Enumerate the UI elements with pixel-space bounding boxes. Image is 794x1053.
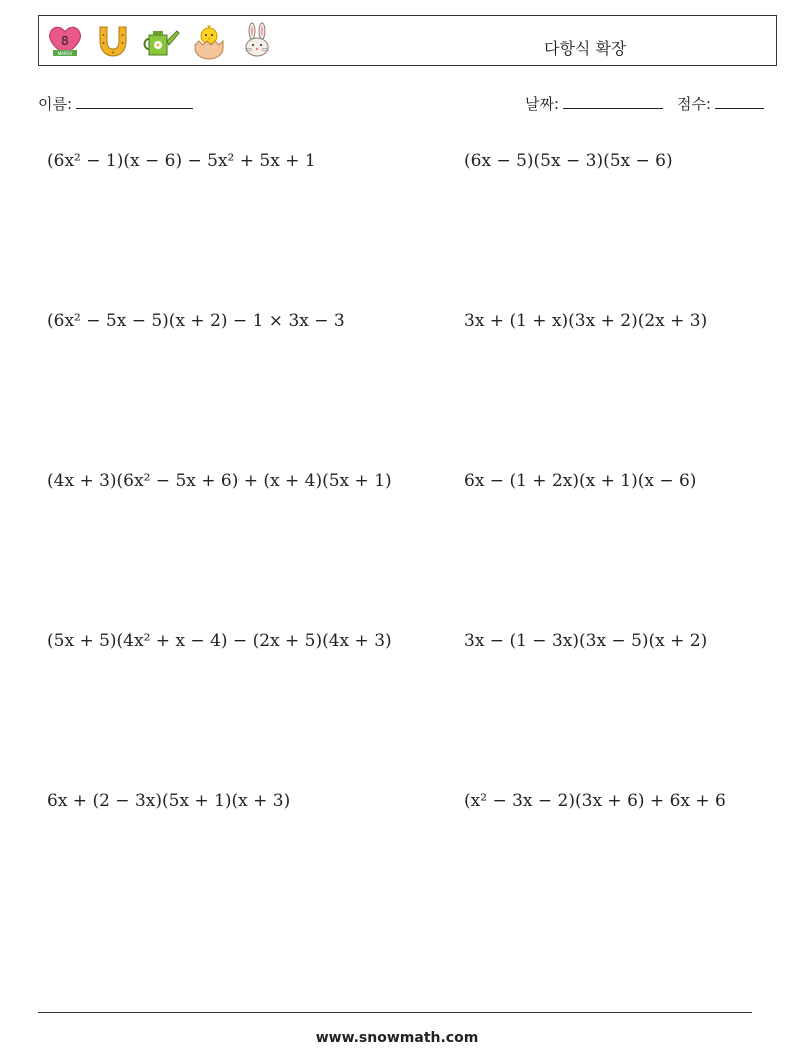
footer-website[interactable]: www.snowmath.com — [315, 1030, 479, 1046]
problem-10: (x² − 3x − 2)(3x + 6) + 6x + 6 — [464, 791, 726, 811]
score-field — [677, 93, 764, 114]
problem-3: (6x² − 5x − 5)(x + 2) − 1 × 3x − 3 — [47, 311, 345, 331]
problem-1: (6x² − 1)(x − 6) − 5x² + 5x + 1 — [47, 151, 316, 171]
worksheet-title: 다항식 확장 — [544, 39, 627, 58]
name-label: 이름: — [38, 95, 73, 113]
banner-text: MARCH — [57, 51, 73, 56]
problem-5: (4x + 3)(6x² − 5x + 6) + (x + 4)(5x + 1) — [47, 471, 392, 491]
chick-in-egg-icon — [189, 21, 229, 61]
watering-can-icon — [141, 21, 181, 61]
name-blank[interactable] — [76, 93, 193, 109]
problem-8: 3x − (1 − 3x)(3x − 5)(x + 2) — [464, 631, 708, 651]
name-field — [38, 93, 193, 114]
score-label: 점수: — [677, 95, 712, 113]
heart-number: 8 — [61, 34, 69, 48]
date-blank[interactable] — [563, 93, 663, 109]
problem-6: 6x − (1 + 2x)(x + 1)(x − 6) — [464, 471, 697, 491]
horseshoe-icon — [93, 21, 133, 61]
date-field — [525, 93, 663, 114]
problem-9: 6x + (2 − 3x)(5x + 1)(x + 3) — [47, 791, 291, 811]
problem-4: 3x + (1 + x)(3x + 2)(2x + 3) — [464, 311, 708, 331]
heart-march-8-icon — [45, 21, 85, 61]
date-label: 날짜: — [525, 95, 560, 113]
worksheet-header — [38, 15, 777, 66]
score-blank[interactable] — [715, 93, 764, 109]
problem-7: (5x + 5)(4x² + x − 4) − (2x + 5)(4x + 3) — [47, 631, 392, 651]
bunny-icon — [237, 21, 277, 61]
icon-strip — [45, 21, 277, 61]
footer-divider — [38, 1012, 752, 1013]
problem-2: (6x − 5)(5x − 3)(5x − 6) — [464, 151, 673, 171]
